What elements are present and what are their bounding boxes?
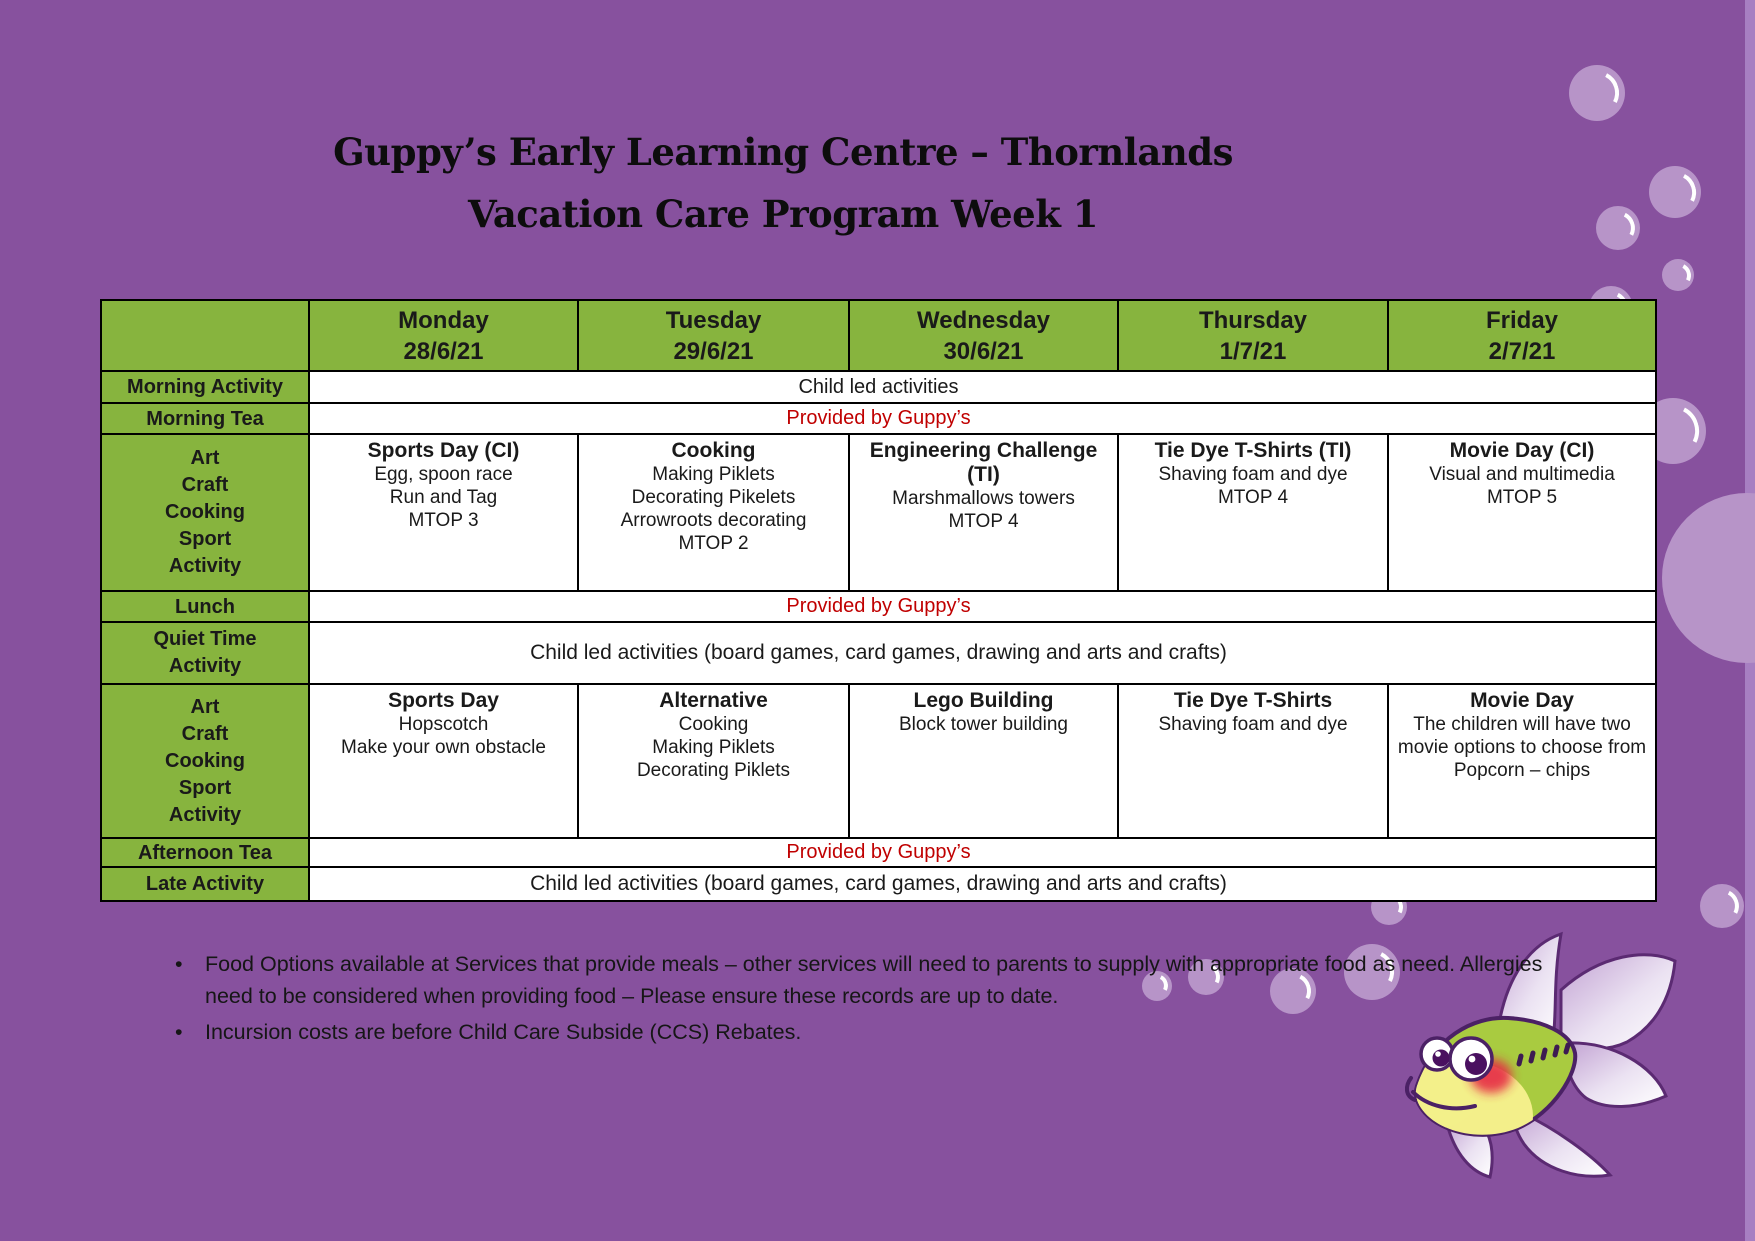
activity2-wednesday-cell: Lego Building Block tower building: [849, 684, 1118, 838]
day-header-tuesday: [578, 300, 849, 371]
row-label-morning-tea: Morning Tea: [101, 403, 309, 434]
bubble-icon: [1649, 166, 1701, 218]
day-header-friday: [1388, 300, 1656, 371]
merged-cell-text: Child led activities (board games, card games, drawing and arts and crafts): [530, 872, 1227, 895]
day-header-monday: [309, 300, 578, 371]
day-name: Thursday: [1198, 306, 1308, 334]
activity-row-2: [101, 684, 1656, 838]
activity-title: Alternative: [659, 689, 768, 712]
day-date: 1/7/21: [1219, 337, 1287, 365]
activity-title: Sports Day (CI): [367, 439, 520, 462]
day-date: 2/7/21: [1488, 337, 1556, 365]
activity-title: Movie Day: [1470, 689, 1574, 712]
lunch-value-cell: [309, 591, 1656, 622]
footnote-text: Incursion costs are before Child Care Subside (CCS) Rebates.: [205, 1020, 802, 1044]
day-name: Wednesday: [917, 306, 1050, 334]
quiet-time-value-cell: [309, 622, 1656, 684]
activity2-monday-cell: Sports Day Hopscotch Make your own obstacle: [309, 684, 578, 838]
activity1-wednesday-cell: Engineering Challenge (TI) Marshmallows towers MTOP 4: [849, 434, 1118, 591]
activity1-tuesday-cell: Cooking Making Piklets Decorating Pikelets Arrowroots decorating MTOP 2: [578, 434, 849, 591]
activity1-friday-cell: Movie Day (CI) Visual and multimedia MTOP 5: [1388, 434, 1656, 591]
bubble-icon: [1596, 206, 1640, 250]
activity-row-1: [101, 434, 1656, 591]
merged-cell-text: Provided by Guppy’s: [786, 841, 971, 863]
afternoon-tea-value-cell: [309, 838, 1656, 867]
morning-tea-value-cell: [309, 403, 1656, 434]
activity-title: Engineering Challenge (TI): [869, 439, 1098, 486]
afternoon-tea-row: [101, 838, 1656, 867]
day-header-wednesday: [849, 300, 1118, 371]
footnotes: [163, 948, 1563, 1052]
morning-activity-value-cell: [309, 371, 1656, 403]
activity-title: Cooking: [671, 439, 756, 462]
morning-tea-row: [101, 403, 1656, 434]
corner-cell: [101, 300, 309, 371]
activity-title: Tie Dye T-Shirts: [1173, 689, 1333, 712]
footnote-text: Food Options available at Services that provide meals – other services will need to parents to supply with appropriate food as need. Allergies need to be considered when providing food – Please ensure these records are up to date.: [205, 952, 1543, 1008]
bubble-icon: [1662, 259, 1694, 291]
bubble-icon: [1662, 493, 1755, 663]
bubble-icon: [1569, 65, 1625, 121]
quiet-time-row: [101, 622, 1656, 684]
activity2-thursday-cell: Tie Dye T-Shirts Shaving foam and dye: [1118, 684, 1388, 838]
activity-title: Sports Day: [388, 689, 499, 712]
bullet-icon: •: [175, 1020, 183, 1044]
day-name: Monday: [398, 306, 489, 334]
footnote-item: [163, 1016, 1563, 1048]
program-table: [100, 299, 1657, 902]
late-activity-row: [101, 867, 1656, 901]
day-date: 29/6/21: [673, 337, 754, 365]
bullet-icon: •: [175, 952, 183, 976]
activity2-tuesday-cell: Alternative Cooking Making Piklets Decorating Piklets: [578, 684, 849, 838]
row-label-activity-1: Art Craft Cooking Sport Activity: [101, 434, 309, 591]
footnote-item: [163, 948, 1563, 1012]
activity-title: Movie Day (CI): [1449, 439, 1595, 462]
day-name: Friday: [1485, 306, 1559, 334]
merged-cell-text: Provided by Guppy’s: [786, 595, 971, 617]
row-label-activity-2: Art Craft Cooking Sport Activity: [101, 684, 309, 838]
row-label-afternoon-tea: Afternoon Tea: [101, 838, 309, 867]
row-label-quiet-time: Quiet Time Activity: [101, 622, 309, 684]
activity-title: Lego Building: [913, 689, 1054, 712]
lunch-row: [101, 591, 1656, 622]
morning-activity-row: [101, 371, 1656, 403]
merged-cell-text: Provided by Guppy’s: [786, 407, 971, 429]
activity1-monday-cell: Sports Day (CI) Egg, spoon race Run and Tag MTOP 3: [309, 434, 578, 591]
table-header-row: [101, 300, 1656, 371]
activity1-thursday-cell: Tie Dye T-Shirts (TI) Shaving foam and dye MTOP 4: [1118, 434, 1388, 591]
row-label-lunch: Lunch: [101, 591, 309, 622]
row-label-morning-activity: Morning Activity: [101, 371, 309, 403]
row-label-late-activity: Late Activity: [101, 867, 309, 901]
day-date: 28/6/21: [403, 337, 484, 365]
day-name: Tuesday: [665, 306, 762, 334]
day-header-thursday: [1118, 300, 1388, 371]
day-date: 30/6/21: [943, 337, 1024, 365]
page-subtitle: Vacation Care Program Week 1: [468, 192, 1098, 236]
late-activity-value-cell: [309, 867, 1656, 901]
bubble-icon: [1700, 884, 1744, 928]
merged-cell-text: Child led activities (board games, card games, drawing and arts and crafts): [530, 641, 1227, 664]
merged-cell-text: Child led activities: [798, 375, 959, 398]
activity-title: Tie Dye T-Shirts (TI): [1154, 439, 1352, 462]
page-title: Guppy’s Early Learning Centre – Thornlands: [333, 130, 1233, 174]
activity2-friday-cell: Movie Day The children will have two movie options to choose from Popcorn – chips: [1388, 684, 1656, 838]
